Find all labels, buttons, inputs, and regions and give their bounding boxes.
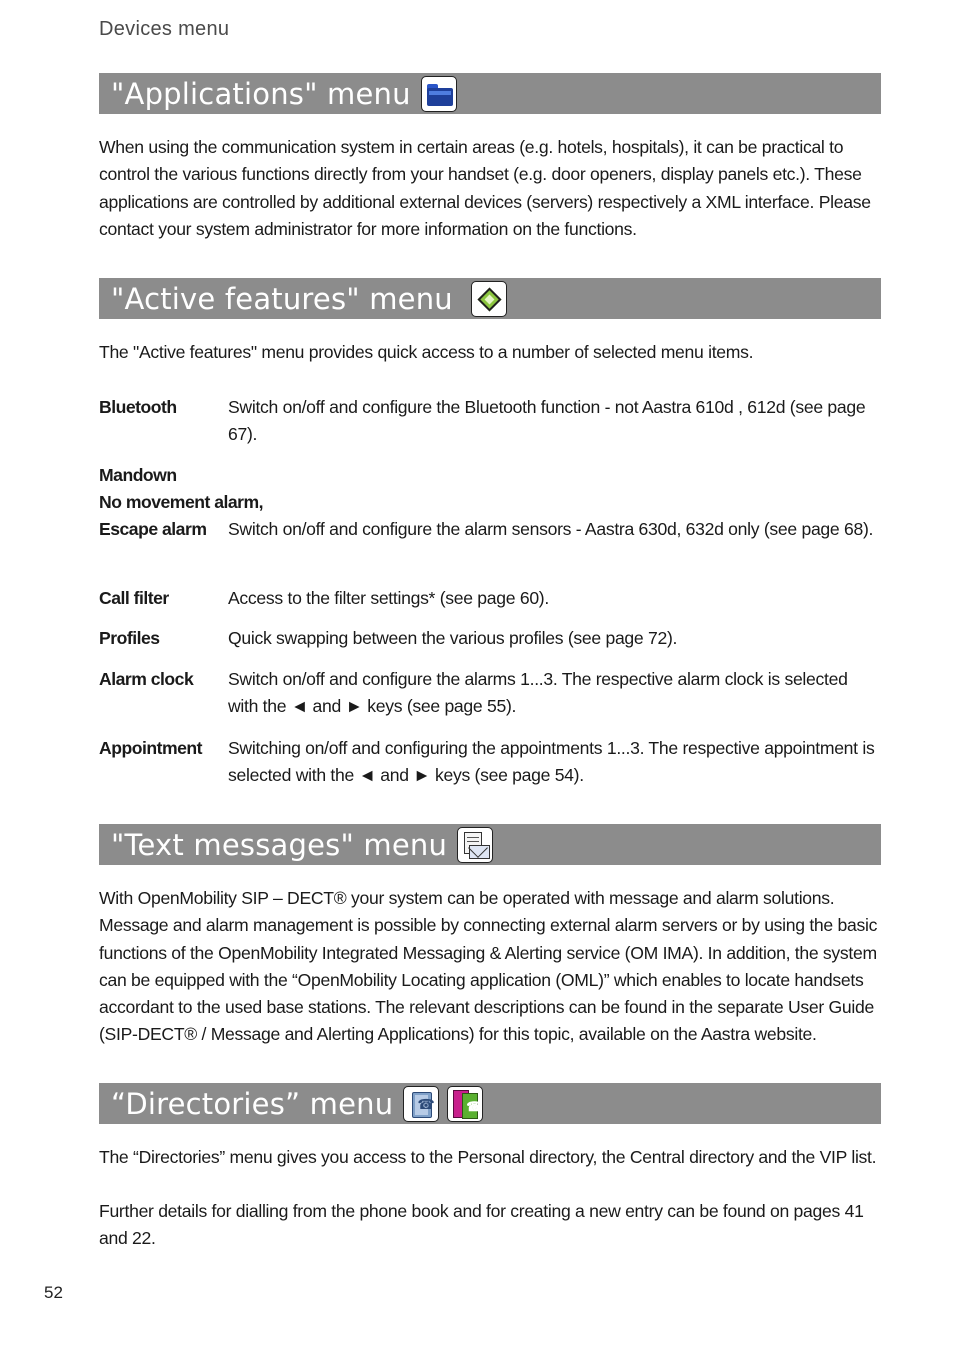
active-features-title: "Active features" menu <box>111 281 453 316</box>
feature-desc: Switch on/off and configure the alarm sensors - Aastra 630d, 632d only (see page 68). <box>228 519 874 539</box>
text-messages-heading <box>99 824 881 865</box>
feature-term: Call filter <box>99 588 169 608</box>
active-features-intro: The "Active features" menu provides quick access to a number of selected menu items. <box>99 342 754 362</box>
directories-heading <box>99 1083 881 1124</box>
feature-term: Alarm clock <box>99 669 194 689</box>
feature-term: No movement alarm, <box>99 492 264 512</box>
feature-term: Escape alarm <box>99 519 207 539</box>
feature-term: Profiles <box>99 628 160 648</box>
directories-title: “Directories” menu <box>111 1086 394 1121</box>
feature-term: Appointment <box>99 738 202 758</box>
vip-list-icon: ☎ <box>447 1086 483 1122</box>
feature-desc: Switch on/off and configure the alarms 1...3. The respective alarm clock is selected with the ◄ and ► keys (see page 55). <box>228 669 848 717</box>
applications-body: When using the communication system in certain areas (e.g. hotels, hospitals), it can be practical to control the various functions directly from your handset (e.g. door openers, display panels etc.). These applications are controlled by additional external devices (servers) respectively a XML interface. Please contact your system administrator for more information on the functions. <box>99 137 871 239</box>
feature-desc: Access to the filter settings* (see page 60). <box>228 588 549 608</box>
feature-desc: Switching on/off and configuring the appointments 1...3. The respective appointment is selected with the ◄ and ► keys (see page 54). <box>228 738 875 786</box>
feature-term: Bluetooth <box>99 397 177 417</box>
text-messages-title: "Text messages" menu <box>111 827 448 862</box>
text-messages-body: With OpenMobility SIP – DECT® your system can be operated with message and alarm solutions. Message and alarm management is possible by connecting external alarm servers or by using the basic functions of the OpenMobility Integrated Messaging & Alerting service (OM IMA). In addition, the system can be equipped with the “OpenMobility Locating application (OML)” which enables to locate handsets accordant to the used base stations. The relevant descriptions can be found in the separate User Guide (SIP-DECT® / Message and Alerting Applications) for this topic, available on the Aastra website. <box>99 888 878 1045</box>
directories-body: The “Directories” menu gives you access to the Personal directory, the Central directory and the VIP list. <box>99 1147 877 1167</box>
folder-icon <box>421 76 457 112</box>
feature-term: Mandown <box>99 465 177 485</box>
directories-body-more: Further details for dialling from the phone book and for creating a new entry can be found on pages 41 and 22. <box>99 1201 864 1249</box>
phonebook-icon: ☎ <box>403 1086 439 1122</box>
feature-desc: Switch on/off and configure the Bluetooth function - not Aastra 610d , 612d (see page 67). <box>228 397 866 445</box>
active-features-heading <box>99 278 881 319</box>
diamond-icon <box>471 281 507 317</box>
applications-title: "Applications" menu <box>111 76 411 111</box>
page-number: 52 <box>44 1283 63 1302</box>
running-head: Devices menu <box>99 18 230 40</box>
envelope-icon <box>457 827 493 863</box>
applications-heading <box>99 73 881 114</box>
feature-desc: Quick swapping between the various profiles (see page 72). <box>228 628 678 648</box>
